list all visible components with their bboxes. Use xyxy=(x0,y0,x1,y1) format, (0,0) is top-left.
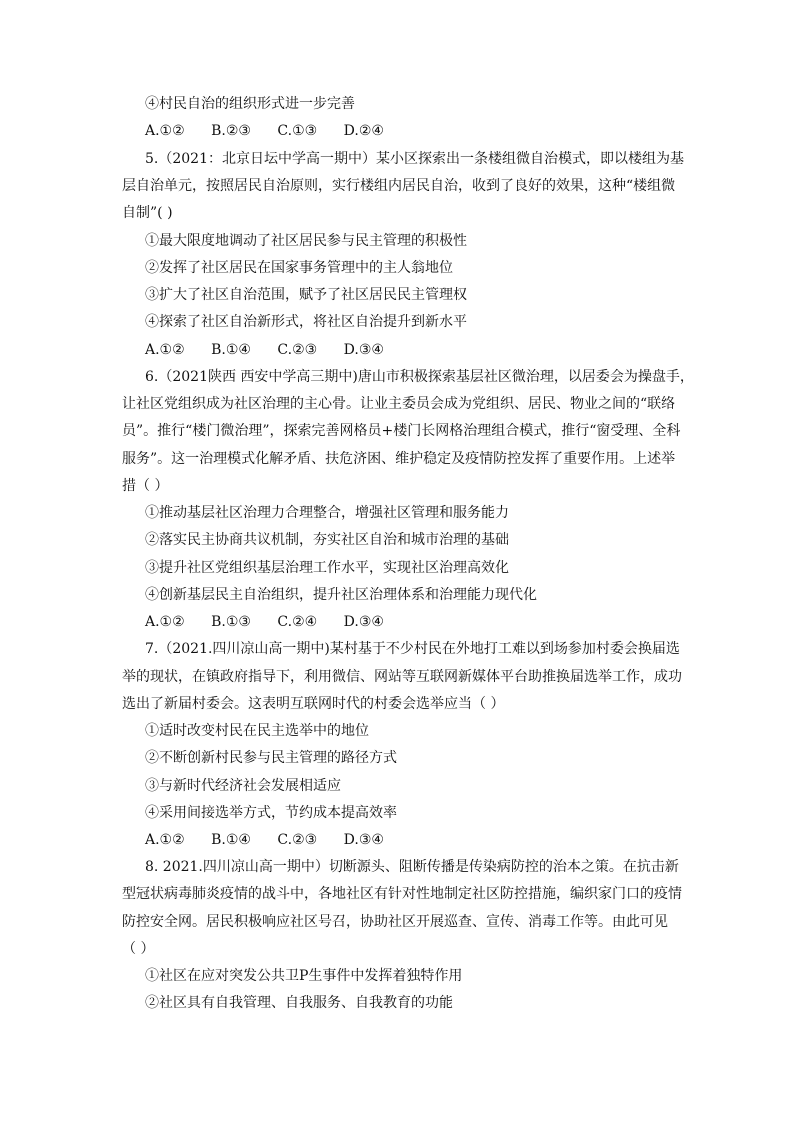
q6-answer-d: D.③④ xyxy=(343,614,384,630)
q6-option-1: ①推动基层社区治理力合理整合，增强社区管理和服务能力 xyxy=(145,505,509,521)
q6-answer-b: B.①③ xyxy=(211,614,251,630)
q4-answer-a: A.①② xyxy=(145,123,185,139)
q6-option-2: ②落实民主协商共议机制，夯实社区自治和城市治理的基础 xyxy=(145,532,509,548)
q8-stem-line-4: （ ） xyxy=(122,941,155,957)
q7-option-1: ①适时改变村民在民主选举中的地位 xyxy=(145,723,369,739)
q5-option-1: ①最大限度地调动了社区居民参与民主管理的积极性 xyxy=(145,233,467,249)
q6-stem-line-1: 6.（2021陕西 西安中学高三期中)唐山市积极探索基层社区微治理，以居委会为操盘手， xyxy=(145,369,694,385)
q7-option-2: ②不断创新村民参与民主管理的路径方式 xyxy=(145,750,397,766)
q4-answer-b: B.②③ xyxy=(211,123,251,139)
q6-stem-line-5: 措（ ） xyxy=(122,478,169,494)
q6-answer-c: C.②④ xyxy=(277,614,318,630)
q4-option-4: ④村民自治的组织形式进一步完善 xyxy=(145,96,355,112)
q7-answers xyxy=(145,831,406,849)
q4-answer-d: D.②④ xyxy=(343,123,384,139)
q7-answer-b: B.①④ xyxy=(211,832,251,848)
q5-answer-a: A.①② xyxy=(145,342,185,358)
q7-answer-a: A.①② xyxy=(145,832,185,848)
q7-answer-c: C.②③ xyxy=(277,832,318,848)
q5-stem-line-2: 层自治单元，按照居民自治原则，实行楼组内居民自治，收到了良好的效果，这种“楼组微 xyxy=(122,178,676,194)
q8-stem-line-1: 8. 2021.四川凉山高一期中）切断源头、阻断传播是传染病防控的治本之策。在抗击新 xyxy=(145,859,679,875)
q5-answers xyxy=(145,341,406,359)
q6-option-4: ④创新基层民主自治组织，提升社区治理体系和治理能力现代化 xyxy=(145,587,537,603)
q7-stem-line-2: 举的现状，在镇政府指导下，利用微信、网站等互联网新媒体平台助推换届选举工作，成功 xyxy=(122,669,682,685)
q5-option-3: ③扩大了社区自治范围，赋予了社区居民民主管理权 xyxy=(145,287,467,303)
q8-option-2: ②社区具有自我管理、自我服务、自我教育的功能 xyxy=(145,995,453,1011)
q5-option-4: ④探索了社区自治新形式，将社区自治提升到新水平 xyxy=(145,314,467,330)
q6-answers xyxy=(145,613,406,631)
q4-answer-c: C.①③ xyxy=(277,123,318,139)
q6-option-3: ③提升社区党组织基层治理工作水平，实现社区治理高效化 xyxy=(145,560,509,576)
q5-answer-b: B.①④ xyxy=(211,342,251,358)
q5-answer-c: C.②③ xyxy=(277,342,318,358)
q6-stem-line-3: 员”。推行“楼门微治理”，探索完善网格员+楼门长网格治理组合模式，推行“窗受理、全科 xyxy=(122,423,681,439)
q8-stem-line-3: 防控安全网。居民积极响应社区号召，协助社区开展巡查、宣传、消毒工作等。由此可见 xyxy=(122,914,668,930)
q8-stem-line-2: 型冠状病毒肺炎疫情的战斗中，各地社区有针对性地制定社区防控措施，编织家门口的疫情 xyxy=(122,886,682,902)
q5-stem-line-1: 5.（2021：北京日坛中学高一期中）某小区探索出一条楼组微自治模式，即以楼组为基 xyxy=(145,151,684,167)
q6-answer-a: A.①② xyxy=(145,614,185,630)
q7-option-4: ④采用间接选举方式，节约成本提高效率 xyxy=(145,805,397,821)
q7-option-3: ③与新时代经济社会发展相适应 xyxy=(145,778,341,794)
q4-answers xyxy=(145,122,406,140)
q8-option-1: ①社区在应对突发公共卫P生事件中发挥着独特作用 xyxy=(145,968,463,984)
q7-stem-line-1: 7.（2021.四川凉山高一期中)某村基于不少村民在外地打工难以到场参加村委会换届选 xyxy=(145,641,680,657)
q7-answer-d: D.③④ xyxy=(343,832,384,848)
q6-stem-line-2: 让社区党组织成为社区治理的主心骨。让业主委员会成为党组织、居民、物业之间的“联络 xyxy=(122,396,676,412)
q5-stem-line-3: 自制”( ) xyxy=(122,205,173,221)
q5-option-2: ②发挥了社区居民在国家事务管理中的主人翁地位 xyxy=(145,260,453,276)
q5-answer-d: D.③④ xyxy=(343,342,384,358)
q6-stem-line-4: 服务”。这一治理模式化解矛盾、扶危济困、维护稳定及疫情防控发挥了重要作用。上述举 xyxy=(122,451,676,467)
q7-stem-line-3: 选出了新届村委会。这表明互联网时代的村委会选举应当（ ） xyxy=(122,696,505,712)
